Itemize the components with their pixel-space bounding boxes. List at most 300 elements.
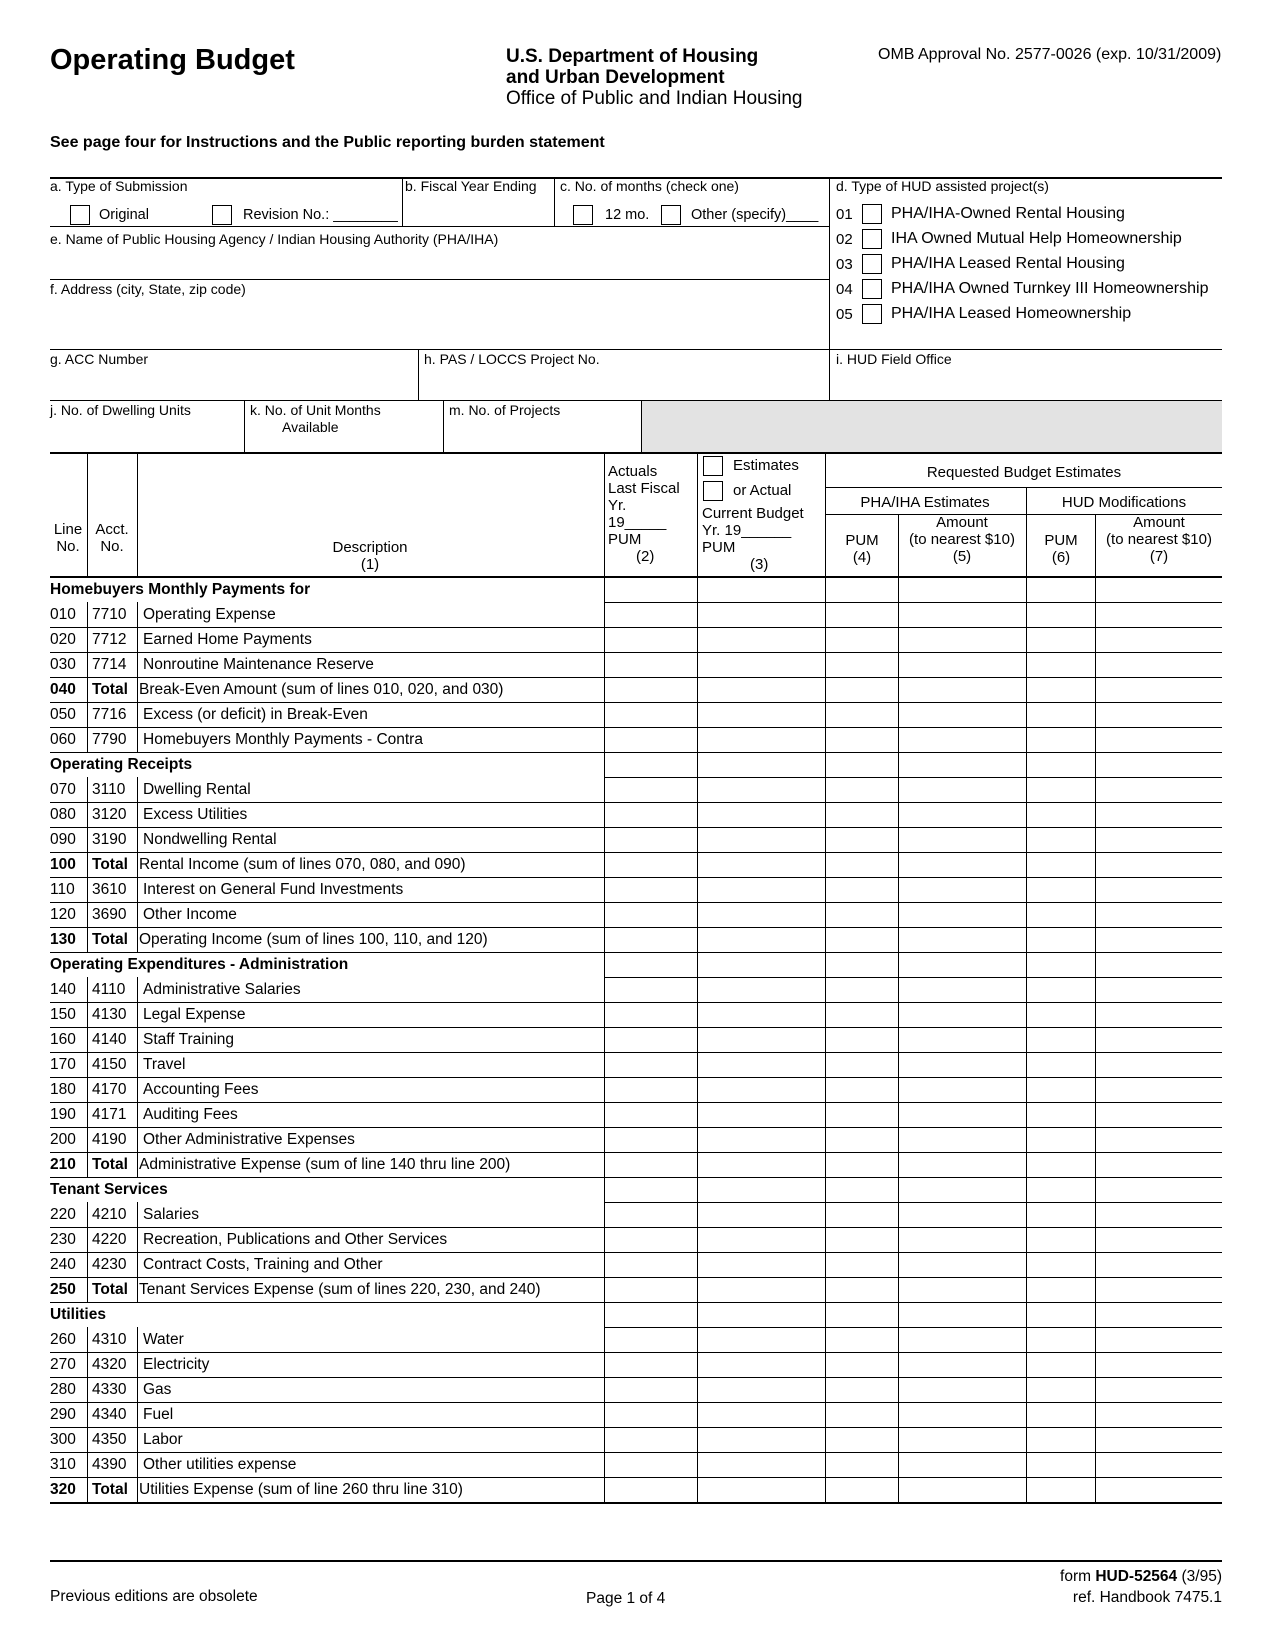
- amount-entry-cell[interactable]: [1096, 1427, 1221, 1451]
- amount-entry-cell[interactable]: [1096, 1127, 1221, 1151]
- column-divider: [825, 1402, 826, 1427]
- amount-entry-cell[interactable]: [605, 777, 696, 801]
- column-divider: [1095, 1302, 1096, 1327]
- amount-entry-cell[interactable]: [698, 702, 824, 726]
- column-divider: [898, 577, 899, 602]
- amount-entry-cell[interactable]: [826, 827, 897, 851]
- line-number: 180: [50, 1081, 76, 1098]
- column-divider: [604, 1477, 605, 1502]
- amount-entry-cell[interactable]: [605, 1227, 696, 1251]
- amount-entry-cell[interactable]: [899, 602, 1025, 626]
- amount-entry-cell[interactable]: [826, 1377, 897, 1401]
- amount-entry-cell[interactable]: [698, 827, 824, 851]
- amount-entry-cell[interactable]: [1096, 852, 1221, 876]
- column-divider: [697, 952, 698, 977]
- amount-entry-cell[interactable]: [698, 1452, 824, 1476]
- amount-entry-cell[interactable]: [826, 1102, 897, 1126]
- column-divider: [1095, 677, 1096, 702]
- column-divider: [898, 752, 899, 777]
- amount-entry-cell[interactable]: [1096, 677, 1221, 701]
- amount-entry-cell[interactable]: [1096, 1002, 1221, 1026]
- project-type-checkbox[interactable]: [862, 229, 882, 249]
- amount-entry-cell[interactable]: [1096, 652, 1221, 676]
- column-divider: [898, 602, 899, 627]
- amount-entry-cell[interactable]: [899, 727, 1025, 751]
- column-divider: [1095, 1052, 1096, 1077]
- amount-entry-cell[interactable]: [1096, 977, 1221, 1001]
- section-heading: Operating Receipts: [50, 756, 193, 773]
- column-divider: [604, 1002, 605, 1027]
- amount-entry-cell[interactable]: [1096, 702, 1221, 726]
- amount-entry-cell[interactable]: [605, 1277, 696, 1301]
- amount-entry-cell[interactable]: [1096, 727, 1221, 751]
- amount-entry-cell[interactable]: [826, 602, 897, 626]
- amount-entry-cell[interactable]: [605, 1027, 696, 1051]
- amount-entry-cell[interactable]: [698, 1477, 824, 1501]
- amount-entry-cell[interactable]: [1096, 1277, 1221, 1301]
- amount-entry-cell[interactable]: [1027, 627, 1094, 651]
- column-divider: [1095, 1377, 1096, 1402]
- amount-entry-cell[interactable]: [605, 1002, 696, 1026]
- amount-entry-cell[interactable]: [698, 1077, 824, 1101]
- amount-entry-cell[interactable]: [1027, 827, 1094, 851]
- column-divider: [697, 1252, 698, 1277]
- amount-entry-cell[interactable]: [1027, 1252, 1094, 1276]
- amount-entry-cell[interactable]: [698, 1052, 824, 1076]
- amount-entry-cell[interactable]: [698, 602, 824, 626]
- amount-entry-cell[interactable]: [899, 1402, 1025, 1426]
- amount-entry-cell[interactable]: [1027, 1052, 1094, 1076]
- amount-entry-cell[interactable]: [605, 602, 696, 626]
- line-number: 080: [50, 806, 76, 823]
- instructions-note: See page four for Instructions and the Public reporting burden statement: [50, 134, 605, 151]
- amount-entry-cell[interactable]: [899, 627, 1025, 651]
- amount-entry-cell[interactable]: [826, 1027, 897, 1051]
- amount-entry-cell[interactable]: [698, 852, 824, 876]
- amount-entry-cell[interactable]: [1027, 1227, 1094, 1251]
- cell-divider: [87, 602, 88, 627]
- column-divider: [825, 927, 826, 952]
- col6-header: PUM (6): [1044, 532, 1078, 566]
- amount-entry-cell[interactable]: [899, 652, 1025, 676]
- amount-entry-cell[interactable]: [1027, 1202, 1094, 1226]
- hdr-sep-line: [87, 453, 88, 576]
- amount-entry-cell[interactable]: [1027, 1102, 1094, 1126]
- column-divider: [604, 1227, 605, 1252]
- amount-entry-cell[interactable]: [698, 1152, 824, 1176]
- amount-entry-cell[interactable]: [1027, 902, 1094, 926]
- amount-entry-cell[interactable]: [1096, 602, 1221, 626]
- amount-entry-cell[interactable]: [1096, 927, 1221, 951]
- column-divider: [1095, 1277, 1096, 1302]
- amount-entry-cell[interactable]: [826, 927, 897, 951]
- amount-entry-cell[interactable]: [899, 1377, 1025, 1401]
- amount-entry-cell[interactable]: [605, 877, 696, 901]
- column-divider: [898, 977, 899, 1002]
- column-divider: [825, 1452, 826, 1477]
- amount-entry-cell[interactable]: [826, 1452, 897, 1476]
- amount-entry-cell[interactable]: [1096, 1227, 1221, 1251]
- amount-entry-cell[interactable]: [1096, 1077, 1221, 1101]
- amount-entry-cell[interactable]: [826, 1227, 897, 1251]
- project-type-label: PHA/IHA-Owned Rental Housing: [891, 205, 1125, 222]
- cell-divider: [87, 1052, 88, 1077]
- account-number: 4210: [92, 1206, 127, 1223]
- amount-entry-cell[interactable]: [605, 1377, 696, 1401]
- amount-entry-cell[interactable]: [1027, 1127, 1094, 1151]
- hdr-sep-c5: [1026, 487, 1027, 576]
- line-description: Break-Even Amount (sum of lines 010, 020, and 030): [139, 681, 504, 698]
- amount-entry-cell[interactable]: [1096, 1027, 1221, 1051]
- amount-entry-cell[interactable]: [1027, 977, 1094, 1001]
- amount-entry-cell[interactable]: [1027, 1002, 1094, 1026]
- amount-entry-cell[interactable]: [698, 1227, 824, 1251]
- amount-entry-cell[interactable]: [899, 1027, 1025, 1051]
- column-divider: [1095, 652, 1096, 677]
- amount-entry-cell[interactable]: [1027, 1327, 1094, 1351]
- column-divider: [604, 1452, 605, 1477]
- cell-divider: [137, 1077, 138, 1102]
- amount-entry-cell[interactable]: [899, 1077, 1025, 1101]
- cell-divider: [87, 1077, 88, 1102]
- column-divider: [1095, 1027, 1096, 1052]
- amount-entry-cell[interactable]: [605, 702, 696, 726]
- pha-estimates-header: PHA/IHA Estimates: [860, 494, 990, 511]
- amount-entry-cell[interactable]: [899, 702, 1025, 726]
- cell-divider: [87, 1002, 88, 1027]
- amount-entry-cell[interactable]: [698, 1327, 824, 1351]
- amount-entry-cell[interactable]: [1096, 1202, 1221, 1226]
- amount-entry-cell[interactable]: [1096, 902, 1221, 926]
- amount-entry-cell[interactable]: [899, 1452, 1025, 1476]
- revision-checkbox[interactable]: [212, 205, 232, 225]
- amount-entry-cell[interactable]: [605, 827, 696, 851]
- hud-field-office-field[interactable]: [836, 370, 1216, 398]
- amount-entry-cell[interactable]: [698, 902, 824, 926]
- amount-entry-cell[interactable]: [826, 1277, 897, 1301]
- field-b-label: b. Fiscal Year Ending: [405, 178, 537, 194]
- amount-entry-cell[interactable]: [1027, 1377, 1094, 1401]
- amount-entry-cell[interactable]: [899, 802, 1025, 826]
- amount-entry-cell[interactable]: [1096, 827, 1221, 851]
- amount-entry-cell[interactable]: [605, 627, 696, 651]
- amount-entry-cell[interactable]: [899, 902, 1025, 926]
- amount-entry-cell[interactable]: [1096, 802, 1221, 826]
- column-divider: [604, 1027, 605, 1052]
- amount-entry-cell[interactable]: [826, 852, 897, 876]
- amount-entry-cell[interactable]: [1027, 1027, 1094, 1051]
- column-divider: [1026, 627, 1027, 652]
- amount-entry-cell[interactable]: [826, 727, 897, 751]
- amount-entry-cell[interactable]: [1096, 1402, 1221, 1426]
- amount-entry-cell[interactable]: [698, 777, 824, 801]
- column-divider: [697, 1077, 698, 1102]
- amount-entry-cell[interactable]: [1027, 702, 1094, 726]
- amount-entry-cell[interactable]: [1027, 727, 1094, 751]
- column-divider: [825, 902, 826, 927]
- amount-entry-cell[interactable]: [826, 1477, 897, 1501]
- amount-entry-cell[interactable]: [899, 777, 1025, 801]
- amount-entry-cell[interactable]: [605, 1202, 696, 1226]
- amount-entry-cell[interactable]: [826, 802, 897, 826]
- amount-entry-cell[interactable]: [826, 777, 897, 801]
- amount-entry-cell[interactable]: [605, 852, 696, 876]
- requested-budget-header: Requested Budget Estimates: [926, 464, 1122, 481]
- amount-entry-cell[interactable]: [698, 802, 824, 826]
- project-type-checkbox[interactable]: [862, 304, 882, 324]
- column-divider: [1095, 1477, 1096, 1502]
- amount-entry-cell[interactable]: [698, 1377, 824, 1401]
- amount-entry-cell[interactable]: [605, 1077, 696, 1101]
- amount-entry-cell[interactable]: [605, 1152, 696, 1176]
- amount-entry-cell[interactable]: [1096, 1327, 1221, 1351]
- amount-entry-cell[interactable]: [698, 1277, 824, 1301]
- amount-entry-cell[interactable]: [1027, 777, 1094, 801]
- sep-jk: [244, 400, 245, 452]
- amount-entry-cell[interactable]: [698, 1352, 824, 1376]
- amount-entry-cell[interactable]: [1027, 1277, 1094, 1301]
- line-number: 070: [50, 781, 76, 798]
- table-row: [0, 1402, 1275, 1427]
- cell-divider: [137, 1277, 138, 1302]
- amount-entry-cell[interactable]: [826, 1152, 897, 1176]
- amount-entry-cell[interactable]: [698, 977, 824, 1001]
- column-divider: [825, 1102, 826, 1127]
- amount-entry-cell[interactable]: [1027, 877, 1094, 901]
- column-divider: [1026, 652, 1027, 677]
- amount-entry-cell[interactable]: [826, 1002, 897, 1026]
- line-description: Legal Expense: [143, 1006, 246, 1023]
- project-type-checkbox[interactable]: [862, 279, 882, 299]
- revision-label: Revision No.: ________: [243, 207, 398, 223]
- amount-entry-cell[interactable]: [1096, 1102, 1221, 1126]
- amount-entry-cell[interactable]: [605, 802, 696, 826]
- amount-entry-cell[interactable]: [698, 1102, 824, 1126]
- amount-entry-cell[interactable]: [605, 1452, 696, 1476]
- account-number: 7712: [92, 631, 127, 648]
- amount-entry-cell[interactable]: [826, 902, 897, 926]
- amount-entry-cell[interactable]: [1096, 1352, 1221, 1376]
- actual-checkbox[interactable]: [703, 481, 723, 501]
- amount-entry-cell[interactable]: [899, 1277, 1025, 1301]
- amount-entry-cell[interactable]: [698, 927, 824, 951]
- amount-entry-cell[interactable]: [826, 1202, 897, 1226]
- amount-entry-cell[interactable]: [605, 977, 696, 1001]
- line-number: 240: [50, 1256, 76, 1273]
- project-number-field[interactable]: [424, 370, 824, 398]
- column-divider: [1095, 602, 1096, 627]
- amount-entry-cell[interactable]: [826, 1327, 897, 1351]
- amount-entry-cell[interactable]: [899, 877, 1025, 901]
- amount-entry-cell[interactable]: [1027, 802, 1094, 826]
- amount-entry-cell[interactable]: [899, 977, 1025, 1001]
- sep-bc: [554, 177, 555, 226]
- column-divider: [1026, 1027, 1027, 1052]
- amount-entry-cell[interactable]: [1027, 1402, 1094, 1426]
- amount-entry-cell[interactable]: [1096, 877, 1221, 901]
- cell-divider: [87, 877, 88, 902]
- amount-entry-cell[interactable]: [605, 652, 696, 676]
- field-h-label: h. PAS / LOCCS Project No.: [424, 351, 600, 367]
- amount-entry-cell[interactable]: [1096, 1052, 1221, 1076]
- amount-entry-cell[interactable]: [1027, 927, 1094, 951]
- column-divider: [697, 1127, 698, 1152]
- amount-entry-cell[interactable]: [826, 1077, 897, 1101]
- amount-entry-cell[interactable]: [1027, 1077, 1094, 1101]
- housing-agency-name-field[interactable]: [50, 250, 825, 277]
- amount-entry-cell[interactable]: [1096, 627, 1221, 651]
- amount-entry-cell[interactable]: [698, 1402, 824, 1426]
- 12-months-checkbox[interactable]: [573, 205, 593, 225]
- amount-entry-cell[interactable]: [899, 1152, 1025, 1176]
- amount-entry-cell[interactable]: [826, 677, 897, 701]
- amount-entry-cell[interactable]: [1096, 1252, 1221, 1276]
- column-divider: [1026, 1077, 1027, 1102]
- column-divider: [604, 902, 605, 927]
- address-field[interactable]: [50, 300, 825, 347]
- amount-entry-cell[interactable]: [698, 727, 824, 751]
- column-divider: [1026, 1102, 1027, 1127]
- amount-entry-cell[interactable]: [826, 652, 897, 676]
- amount-entry-cell[interactable]: [899, 827, 1025, 851]
- field-i-label: i. HUD Field Office: [836, 351, 952, 367]
- amount-entry-cell[interactable]: [826, 1052, 897, 1076]
- column-divider: [697, 1202, 698, 1227]
- amount-entry-cell[interactable]: [826, 627, 897, 651]
- cell-divider: [137, 627, 138, 652]
- column-divider: [1095, 727, 1096, 752]
- amount-entry-cell[interactable]: [1027, 1352, 1094, 1376]
- column-divider: [697, 1277, 698, 1302]
- amount-entry-cell[interactable]: [605, 902, 696, 926]
- project-type-checkbox[interactable]: [862, 254, 882, 274]
- amount-entry-cell[interactable]: [826, 877, 897, 901]
- amount-entry-cell[interactable]: [899, 1252, 1025, 1276]
- amount-entry-cell[interactable]: [1027, 1427, 1094, 1451]
- amount-entry-cell[interactable]: [899, 677, 1025, 701]
- amount-entry-cell[interactable]: [899, 1002, 1025, 1026]
- amount-entry-cell[interactable]: [899, 1052, 1025, 1076]
- amount-entry-cell[interactable]: [698, 1027, 824, 1051]
- amount-entry-cell[interactable]: [698, 1002, 824, 1026]
- amount-entry-cell[interactable]: [605, 727, 696, 751]
- table-row: [0, 602, 1275, 627]
- amount-entry-cell[interactable]: [899, 1427, 1025, 1451]
- amount-entry-cell[interactable]: [826, 977, 897, 1001]
- amount-entry-cell[interactable]: [1096, 777, 1221, 801]
- amount-entry-cell[interactable]: [1027, 1152, 1094, 1176]
- column-divider: [604, 1102, 605, 1127]
- amount-entry-cell[interactable]: [605, 1427, 696, 1451]
- table-row: [0, 727, 1275, 752]
- column-divider: [825, 877, 826, 902]
- amount-entry-cell[interactable]: [826, 1402, 897, 1426]
- project-type-checkbox[interactable]: [862, 204, 882, 224]
- amount-entry-cell[interactable]: [1096, 1477, 1221, 1501]
- amount-entry-cell[interactable]: [899, 1352, 1025, 1376]
- amount-entry-cell[interactable]: [605, 927, 696, 951]
- account-number: 4310: [92, 1331, 127, 1348]
- amount-entry-cell[interactable]: [698, 1127, 824, 1151]
- original-checkbox[interactable]: [70, 205, 90, 225]
- amount-entry-cell[interactable]: [899, 1102, 1025, 1126]
- acc-number-field[interactable]: [50, 370, 415, 398]
- amount-entry-cell[interactable]: [698, 1252, 824, 1276]
- estimates-checkbox[interactable]: [703, 456, 723, 476]
- amount-entry-cell[interactable]: [1096, 1152, 1221, 1176]
- account-number: 3690: [92, 906, 127, 923]
- amount-entry-cell[interactable]: [826, 1352, 897, 1376]
- fiscal-year-ending-field[interactable]: [405, 196, 550, 224]
- amount-entry-cell[interactable]: [605, 1252, 696, 1276]
- amount-entry-cell[interactable]: [605, 1052, 696, 1076]
- amount-entry-cell[interactable]: [605, 1127, 696, 1151]
- amount-entry-cell[interactable]: [1027, 1477, 1094, 1501]
- column-divider: [1026, 902, 1027, 927]
- amount-entry-cell[interactable]: [605, 677, 696, 701]
- amount-entry-cell[interactable]: [899, 1227, 1025, 1251]
- cell-divider: [87, 652, 88, 677]
- amount-entry-cell[interactable]: [899, 1327, 1025, 1351]
- column-divider: [697, 827, 698, 852]
- other-months-checkbox[interactable]: [661, 205, 681, 225]
- amount-entry-cell[interactable]: [899, 852, 1025, 876]
- column-divider: [898, 852, 899, 877]
- project-type-code: 03: [836, 256, 853, 273]
- column-divider: [1095, 577, 1096, 602]
- omb-approval: OMB Approval No. 2577-0026 (exp. 10/31/2009): [878, 46, 1222, 63]
- amount-entry-cell[interactable]: [605, 1102, 696, 1126]
- column-divider: [825, 1077, 826, 1102]
- amount-entry-cell[interactable]: [605, 1327, 696, 1351]
- amount-entry-cell[interactable]: [826, 702, 897, 726]
- amount-entry-cell[interactable]: [1027, 677, 1094, 701]
- amount-entry-cell[interactable]: [826, 1427, 897, 1451]
- amount-entry-cell[interactable]: [1027, 652, 1094, 676]
- amount-entry-cell[interactable]: [605, 1352, 696, 1376]
- column-divider: [825, 1377, 826, 1402]
- amount-entry-cell[interactable]: [698, 677, 824, 701]
- column-divider: [1026, 1202, 1027, 1227]
- amount-entry-cell[interactable]: [698, 1202, 824, 1226]
- amount-entry-cell[interactable]: [698, 627, 824, 651]
- column-divider: [604, 952, 605, 977]
- amount-entry-cell[interactable]: [899, 1127, 1025, 1151]
- amount-entry-cell[interactable]: [605, 1477, 696, 1501]
- amount-entry-cell[interactable]: [698, 652, 824, 676]
- amount-entry-cell[interactable]: [698, 877, 824, 901]
- amount-entry-cell[interactable]: [698, 1427, 824, 1451]
- amount-entry-cell[interactable]: [899, 1202, 1025, 1226]
- amount-entry-cell[interactable]: [899, 1477, 1025, 1501]
- column-divider: [1026, 602, 1027, 627]
- cell-divider: [87, 802, 88, 827]
- column-divider: [825, 677, 826, 702]
- amount-entry-cell[interactable]: [1027, 1452, 1094, 1476]
- amount-entry-cell[interactable]: [605, 1402, 696, 1426]
- amount-entry-cell[interactable]: [826, 1252, 897, 1276]
- amount-entry-cell[interactable]: [1027, 602, 1094, 626]
- column-divider: [604, 1202, 605, 1227]
- amount-entry-cell[interactable]: [1027, 852, 1094, 876]
- cell-divider: [137, 1252, 138, 1277]
- amount-entry-cell[interactable]: [826, 1127, 897, 1151]
- amount-entry-cell[interactable]: [1096, 1377, 1221, 1401]
- table-row: [0, 1077, 1275, 1102]
- amount-entry-cell[interactable]: [1096, 1452, 1221, 1476]
- page-title: Operating Budget: [50, 44, 295, 76]
- amount-entry-cell[interactable]: [899, 927, 1025, 951]
